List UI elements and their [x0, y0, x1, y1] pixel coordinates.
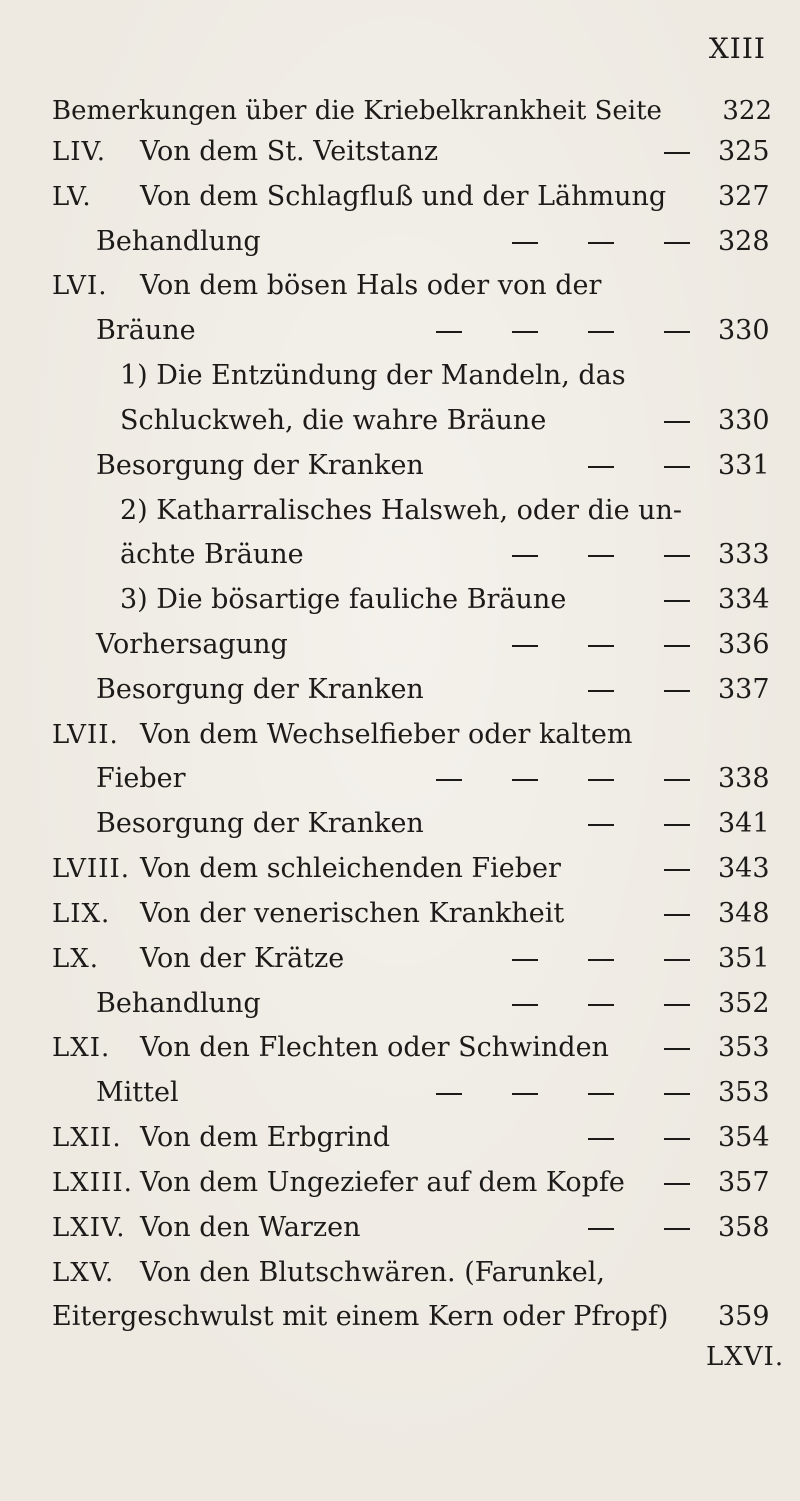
leader-dash	[588, 1004, 614, 1006]
entry-title: Vorhersagung	[96, 629, 288, 661]
entry-title: Von den Flechten oder Schwinden	[140, 1032, 609, 1064]
entry-page-number: 337	[718, 673, 770, 705]
toc-entry	[0, 984, 800, 1024]
entry-page-number: 351	[718, 942, 770, 974]
entry-title: Von der venerischen Krankheit	[140, 897, 565, 929]
leader-dash	[588, 242, 614, 244]
leader-dash	[664, 824, 690, 826]
leader-dash	[664, 152, 690, 154]
toc-entry	[0, 894, 800, 934]
chapter-numeral: LIX.	[52, 898, 111, 929]
leader-dash	[588, 824, 614, 826]
toc-entry	[0, 625, 800, 665]
entry-page-number: 341	[718, 808, 770, 840]
entry-page-number: 331	[718, 449, 770, 481]
entry-title: 3) Die bösartige fauliche Bräune	[120, 584, 567, 616]
entry-title: 1) Die Entzündung der Mandeln, das	[120, 360, 626, 392]
toc-entry	[0, 1297, 800, 1337]
leader-dash	[664, 1004, 690, 1006]
toc-entry	[0, 1028, 800, 1068]
toc-entry	[0, 177, 800, 217]
entry-page-number: 325	[718, 136, 770, 167]
entry-title: Von dem bösen Hals oder von der	[140, 270, 602, 302]
leader-dash	[588, 466, 614, 468]
entry-title: Mittel	[96, 1077, 179, 1109]
leader-dash	[664, 331, 690, 333]
entry-page-number: 338	[718, 763, 770, 795]
entry-title: Von der Krätze	[140, 942, 345, 974]
running-head	[52, 96, 772, 126]
running-head-page: 322	[722, 96, 772, 126]
entry-title: Behandlung	[96, 225, 261, 257]
entry-title: 2) Katharralisches Halsweh, oder die un-	[120, 494, 683, 526]
page-number: XIII	[708, 32, 766, 65]
leader-dash	[664, 242, 690, 244]
chapter-numeral: LXIII.	[52, 1167, 133, 1198]
toc-entry	[0, 356, 800, 396]
entry-title: Von den Blutschwären. (Farunkel,	[140, 1256, 605, 1288]
chapter-numeral: LVII.	[52, 719, 119, 750]
entry-title: Schluckweh, die wahre Bräune	[120, 404, 547, 436]
leader-dash	[512, 779, 538, 781]
leader-dash	[512, 1004, 538, 1006]
entry-title: Fieber	[96, 763, 186, 795]
toc-entry	[0, 222, 800, 262]
leader-dash	[436, 1093, 462, 1095]
toc-entry	[0, 266, 800, 306]
leader-dash	[664, 421, 690, 423]
entry-page-number: 333	[718, 539, 770, 571]
leader-dash	[664, 555, 690, 557]
leader-dash	[664, 1183, 690, 1185]
toc-entry	[0, 401, 800, 441]
toc-entry	[0, 446, 800, 486]
entry-title: Von dem Wechselfieber oder kaltem	[140, 718, 633, 750]
chapter-numeral: LXV.	[52, 1257, 115, 1288]
toc-entry	[0, 1073, 800, 1113]
entry-page-number: 354	[718, 1122, 770, 1154]
entry-page-number: 330	[718, 404, 770, 436]
entry-page-number: 348	[718, 897, 770, 929]
toc-entry	[0, 132, 800, 172]
leader-dash	[512, 959, 538, 961]
entry-page-number: 358	[718, 1211, 770, 1243]
entry-title: Von dem St. Veitstanz	[140, 136, 439, 167]
toc-entry	[0, 759, 800, 799]
entry-title: Von den Warzen	[140, 1211, 361, 1243]
toc-entry	[0, 1163, 800, 1203]
entry-title: Besorgung der Kranken	[96, 449, 424, 481]
entry-page-number: 357	[718, 1166, 770, 1198]
entry-title: Besorgung der Kranken	[96, 808, 424, 840]
chapter-numeral: LX.	[52, 943, 100, 974]
entry-title: Behandlung	[96, 987, 261, 1019]
toc-entry	[0, 715, 800, 755]
leader-dash	[664, 779, 690, 781]
leader-dash	[512, 331, 538, 333]
toc-entry	[0, 804, 800, 844]
leader-dash	[664, 1228, 690, 1230]
leader-dash	[664, 1138, 690, 1140]
chapter-numeral: LXIV.	[52, 1212, 126, 1243]
leader-dash	[664, 869, 690, 871]
toc-entry	[0, 670, 800, 710]
leader-dash	[512, 242, 538, 244]
leader-dash	[664, 690, 690, 692]
leader-dash	[588, 1093, 614, 1095]
leader-dash	[512, 555, 538, 557]
leader-dash	[588, 331, 614, 333]
entry-title: ächte Bräune	[120, 539, 304, 571]
toc-entry	[0, 535, 800, 575]
entry-page-number: 327	[718, 180, 770, 212]
entry-page-number: 359	[718, 1301, 770, 1333]
toc-entry	[0, 1253, 800, 1293]
toc-entry	[0, 311, 800, 351]
leader-dash	[588, 555, 614, 557]
leader-dash	[664, 914, 690, 916]
running-head-text: Bemerkungen über die Kriebelkrankheit Seite	[52, 96, 662, 126]
chapter-numeral: LXII.	[52, 1123, 122, 1154]
leader-dash	[588, 645, 614, 647]
leader-dash	[588, 1228, 614, 1230]
toc-entry	[0, 491, 800, 531]
entry-page-number: 343	[718, 853, 770, 885]
leader-dash	[588, 1138, 614, 1140]
entry-page-number: 336	[718, 629, 770, 661]
leader-dash	[664, 466, 690, 468]
toc-entry	[0, 580, 800, 620]
entry-page-number: 353	[718, 1032, 770, 1064]
entry-title: Von dem Ungeziefer auf dem Kopfe	[140, 1166, 625, 1198]
entry-title: Besorgung der Kranken	[96, 673, 424, 705]
leader-dash	[664, 645, 690, 647]
entry-title: Bräune	[96, 315, 196, 347]
chapter-numeral: LIV.	[52, 137, 107, 167]
entry-title: Von dem schleichenden Fieber	[140, 853, 561, 885]
chapter-numeral: LV.	[52, 181, 92, 212]
leader-dash	[588, 690, 614, 692]
leader-dash	[512, 1093, 538, 1095]
leader-dash	[436, 779, 462, 781]
leader-dash	[664, 1093, 690, 1095]
entry-page-number: 353	[718, 1077, 770, 1109]
entry-page-number: 334	[718, 584, 770, 616]
toc-entry	[0, 1208, 800, 1248]
leader-dash	[664, 959, 690, 961]
leader-dash	[588, 959, 614, 961]
chapter-numeral: LXI.	[52, 1033, 111, 1064]
toc-entry	[0, 939, 800, 979]
toc-entry	[0, 1118, 800, 1158]
chapter-numeral: LVIII.	[52, 854, 131, 885]
leader-dash	[436, 331, 462, 333]
leader-dash	[664, 600, 690, 602]
entry-title: Von dem Schlagfluß und der Lähmung	[140, 180, 667, 212]
leader-dash	[664, 1048, 690, 1050]
toc-entry	[0, 849, 800, 889]
entry-title: Von dem Erbgrind	[140, 1122, 391, 1154]
entry-page-number: 328	[718, 225, 770, 257]
chapter-numeral: LVI.	[52, 271, 108, 302]
leader-dash	[512, 645, 538, 647]
entry-page-number: 330	[718, 315, 770, 347]
entry-page-number: 352	[718, 987, 770, 1019]
catchword: LXVI.	[706, 1342, 785, 1373]
entry-title: Eitergeschwulst mit einem Kern oder Pfropf)	[52, 1301, 669, 1333]
leader-dash	[588, 779, 614, 781]
